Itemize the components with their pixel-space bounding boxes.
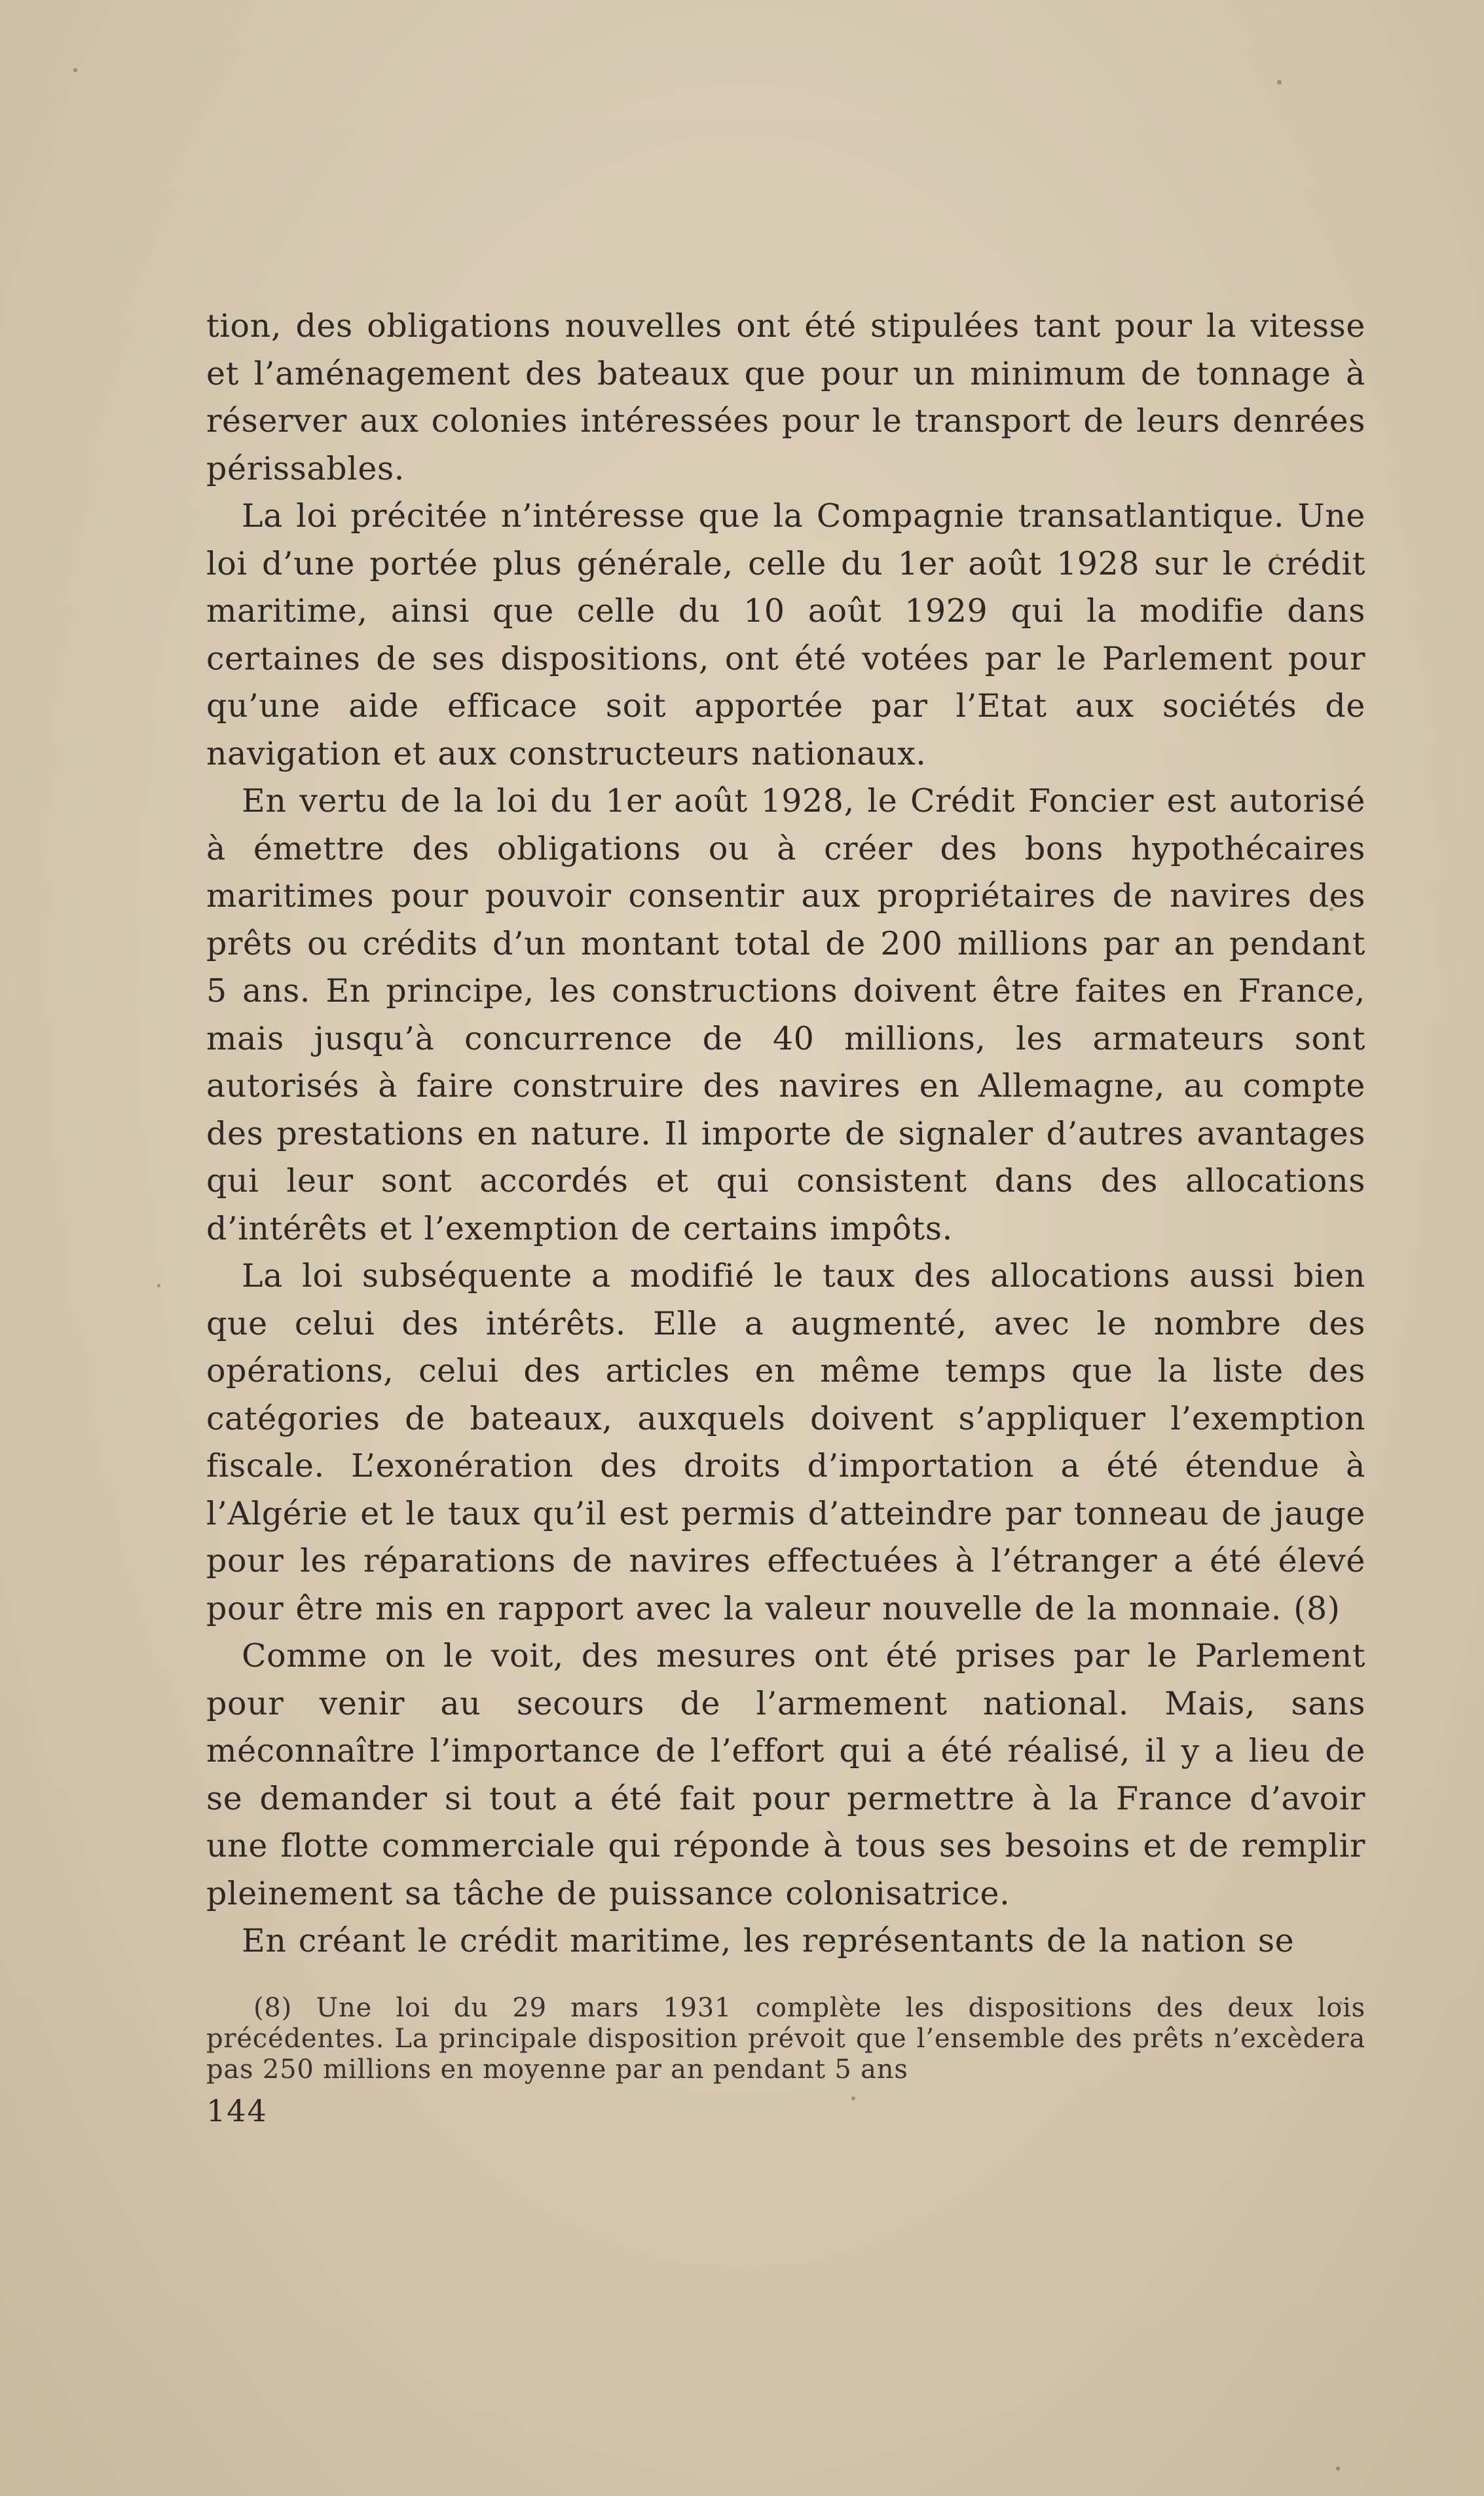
- paper-speck: [157, 1284, 160, 1287]
- paper-speck: [73, 68, 77, 72]
- paragraph-3: En vertu de la loi du 1er août 1928, le Crédit Foncier est autorisé à émettre des obligations ou à créer des bons hypothécaires maritimes pour pouvoir consentir aux propriétaires de navires des prêts ou crédits d’un montant total de 200 millions par an pendant 5 ans. En principe, les constructions doivent être faites en France, mais jusqu’à concurrence de 40 millions, les armateurs sont autorisés à faire construire des navires en Allemagne, au compte des prestations en nature. Il importe de signaler d’autres avantages qui leur sont accordés et qui consistent dans des allocations d’intérêts et l’exemption de certains impôts.: [206, 782, 1365, 1247]
- paper-speck: [851, 2096, 855, 2100]
- paragraph-1: tion, des obligations nouvelles ont été stipulées tant pour la vitesse et l’aménagement des bateaux que pour un minimum de tonnage à réserver aux colonies intéressées pour le transport de leurs denrées périssables.: [206, 307, 1365, 487]
- paragraph-5: Comme on le voit, des mesures ont été prises par le Parlement pour venir au secours de l’armement national. Mais, sans méconnaître l’importance de l’effort qui a été réalisé, il y a lieu de se demander si tout a été fait pour permettre à la France d’avoir une flotte commerciale qui réponde à tous ses besoins et de remplir pleinement sa tâche de puissance colonisatrice.: [206, 1637, 1365, 1912]
- paper-speck: [1336, 2467, 1340, 2470]
- paper-speck: [1277, 80, 1282, 85]
- paragraph-6: En créant le crédit maritime, les représentants de la nation se: [242, 1922, 1295, 1959]
- page-number: 144: [206, 2093, 268, 2128]
- paragraph-4: La loi subséquente a modifié le taux des allocations aussi bien que celui des intérêts. Elle a augmenté, avec le nombre des opérations, celui des articles en même temps que la liste des catégories de bateaux, auxquels doivent s’appliquer l’exemption fiscale. L’exonération des droits d’importation a été étendue à l’Algérie et le taux qu’il est permis d’atteindre par tonneau de jauge pour les réparations de navires effectuées à l’étranger a été élevé pour être mis en rapport avec la valeur nouvelle de la monnaie. (8): [206, 1257, 1365, 1627]
- footnote: [206, 1993, 1365, 2085]
- footnote-text: (8) Une loi du 29 mars 1931 complète les dispositions des deux lois précédentes. La principale disposition prévoit que l’ensemble des prêts n’excèdera pas 250 millions en moyenne par an pendant 5 ans: [206, 1992, 1365, 2085]
- paragraph-2: La loi précitée n’intéresse que la Compagnie transatlantique. Une loi d’une portée plus générale, celle du 1er août 1928 sur le crédit maritime, ainsi que celle du 10 août 1929 qui la modifie dans certaines de ses dispositions, ont été votées par le Parlement pour qu’une aide efficace soit apportée par l’Etat aux sociétés de navigation et aux constructeurs nationaux.: [206, 497, 1365, 772]
- page-body: [206, 303, 1365, 2085]
